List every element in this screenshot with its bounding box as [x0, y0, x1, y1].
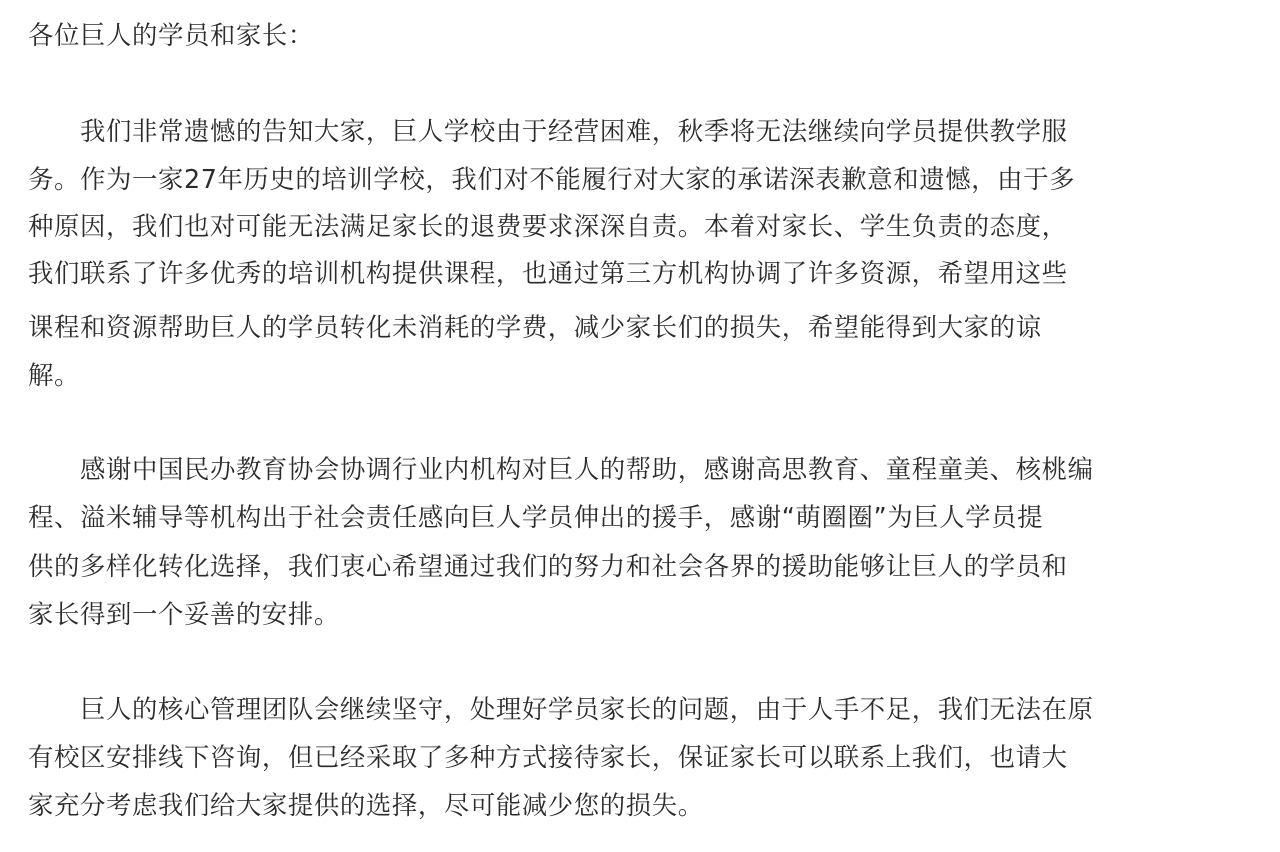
paragraph-2-line-2: 程、溢米辅导等机构出于社会责任感向巨人学员伸出的援手，感谢“萌圈圈”为巨人学员提	[28, 502, 1044, 532]
paragraph-3-line-3: 家充分考虑我们给大家提供的选择，尽可能减少您的损失。	[28, 790, 704, 820]
paragraph-1-line-3: 种原因，我们也对可能无法满足家长的退费要求深深自责。本着对家长、学生负责的态度，	[28, 211, 1068, 241]
paragraph-3-line-2: 有校区安排线下咨询，但已经采取了多种方式接待家长，保证家长可以联系上我们，也请大	[28, 742, 1068, 772]
paragraph-3-line-1: 巨人的核心管理团队会继续坚守，处理好学员家长的问题，由于人手不足，我们无法在原	[80, 694, 1094, 724]
paragraph-1-line-6: 解。	[28, 360, 80, 390]
paragraph-1-line-2: 务。作为一家27年历史的培训学校，我们对不能履行对大家的承诺深表歉意和遗憾，由于多	[28, 164, 1076, 194]
paragraph-2-line-3: 供的多样化转化选择，我们衷心希望通过我们的努力和社会各界的援助能够让巨人的学员和	[28, 551, 1068, 581]
paragraph-1-line-4: 我们联系了许多优秀的培训机构提供课程，也通过第三方机构协调了许多资源，希望用这些	[28, 258, 1068, 288]
paragraph-1-line-5: 课程和资源帮助巨人的学员转化未消耗的学费，减少家长们的损失，希望能得到大家的谅	[28, 312, 1042, 342]
paragraph-1-line-1: 我们非常遗憾的告知大家，巨人学校由于经营困难，秋季将无法继续向学员提供教学服	[80, 116, 1068, 146]
paragraph-2-line-1: 感谢中国民办教育协会协调行业内机构对巨人的帮助，感谢高思教育、童程童美、核桃编	[80, 454, 1094, 484]
paragraph-2-line-4: 家长得到一个妥善的安排。	[28, 599, 340, 629]
salutation: 各位巨人的学员和家长：	[28, 20, 314, 50]
